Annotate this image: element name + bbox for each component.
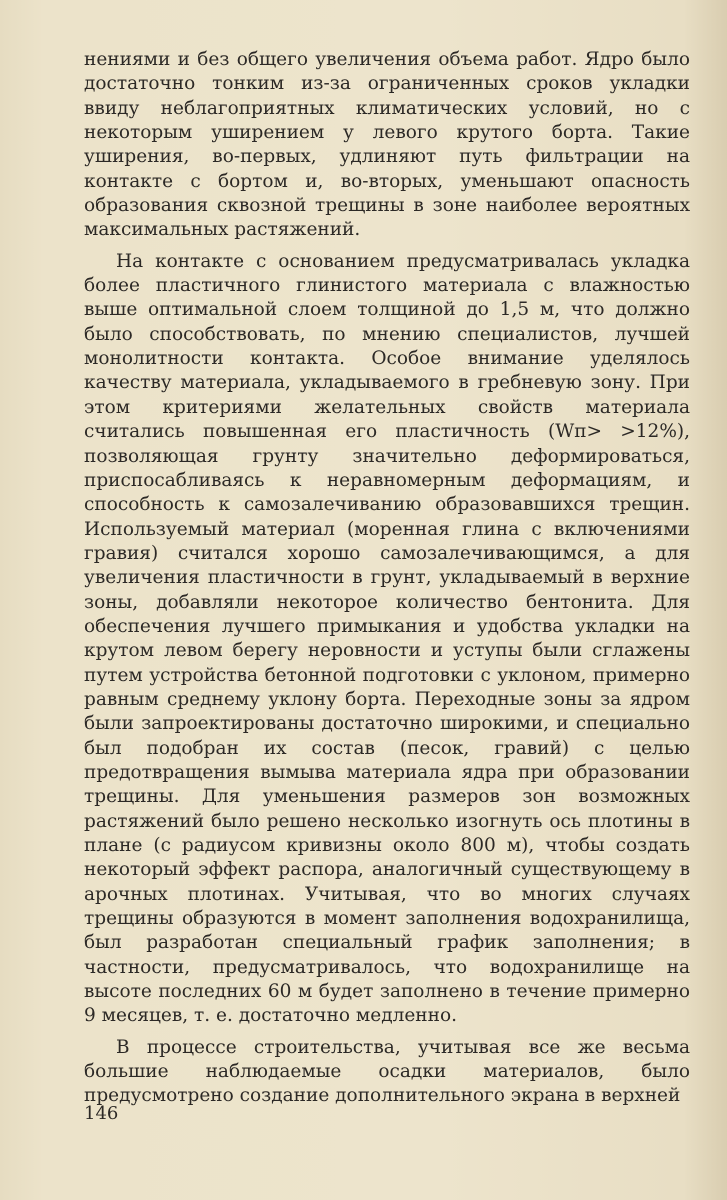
paragraph-1: нениями и без общего увеличения объема работ. Ядро было достаточно тонким из-за ограниченных сроков укладки ввиду неблагоприятных климатических условий, но с некоторым уширением у левого крутого борта. Такие уширения, во-первых, удлиняют путь фильтрации на контакте с бортом и, во-вторых, уменьшают опасность образования сквозной трещины в зоне наиболее вероятных максимальных растяжений. (84, 49, 690, 241)
page-number: 146 (84, 1103, 119, 1124)
body-text (84, 48, 690, 1109)
paragraph-2: На контакте с основанием предусматривалась укладка более пластичного глинистого материала с влажностью выше оптимальной слоем толщиной до 1,5 м, что должно было способствовать, по мнению специалистов, лучшей монолитности контакта. Особое внимание уделялось качеству материала, укладываемого в гребневую зону. При этом критериями желательных свойств материала считались повышенная его пластичность (Wп> >12%), позволяющая грунту значительно деформироваться, приспосабливаясь к неравномерным деформациям, и способность к самозалечиванию образовавшихся трещин. Используемый материал (моренная глина с включениями гравия) считался хорошо самозалечивающимся, а для увеличения пластичности в грунт, укладываемый в верхние зоны, добавляли некоторое количество бентонита. Для обеспечения лучшего примыкания и удобства укладки на крутом левом берегу неровности и уступы были сглажены путем устройства бетонной подготовки с уклоном, примерно равным среднему уклону борта. Переходные зоны за ядром были запроектированы достаточно широкими, и специально был подобран их состав (песок, гравий) с целью предотвращения вымыва материала ядра при образовании трещины. Для уменьшения размеров зон возможных растяжений было решено несколько изогнуть ось плотины в плане (с радиусом кривизны около 800 м), чтобы создать некоторый эффект распора, аналогичный существующему в арочных плотинах. Учитывая, что во многих случаях трещины образуются в момент заполнения водохранилища, был разработан специальный график заполнения; в частности, предусматривалось, что водохранилище на высоте последних 60 м будет заполнено в течение примерно 9 месяцев, т. е. достаточно медленно. (84, 250, 690, 1027)
paragraph-3: В процессе строительства, учитывая все же весьма большие наблюдаемые осадки материалов, было предусмотрено создание дополнительного экрана в верхней (84, 1036, 690, 1107)
